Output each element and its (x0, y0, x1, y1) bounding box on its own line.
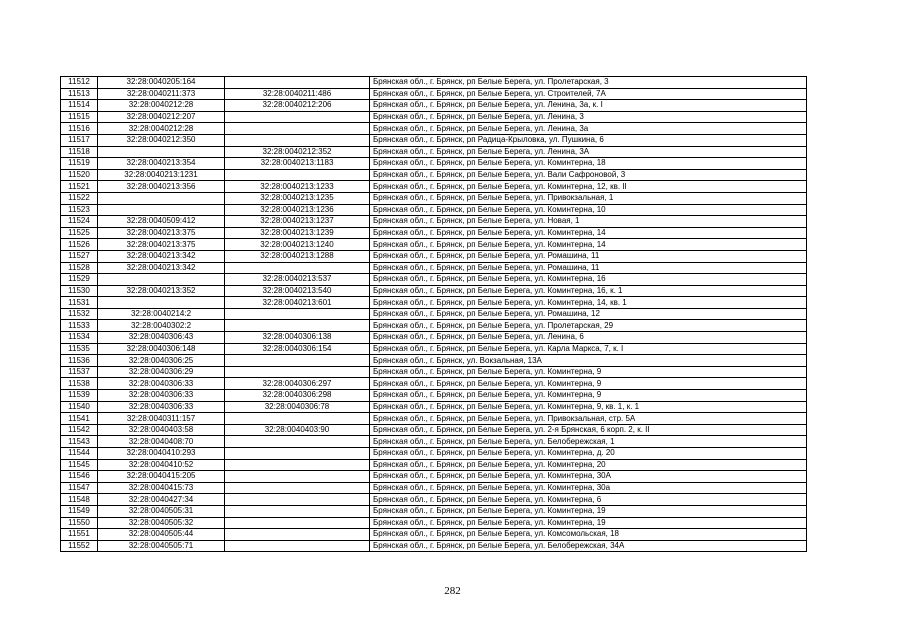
cadastral-number-cell: 32:28:0040211:373 (98, 88, 225, 100)
row-number-cell: 11513 (61, 88, 98, 100)
table-row (61, 332, 807, 344)
table-row (61, 343, 807, 355)
cadastral-number-cell: 32:28:0040415:73 (98, 482, 225, 494)
table-row (61, 297, 807, 309)
address-cell: Брянская обл., г. Брянск, рп Белые Берега, ул. Вали Сафроновой, 3 (370, 169, 807, 181)
address-cell: Брянская обл., г. Брянск, рп Белые Берега, ул. Карла Маркса, 7, к. I (370, 343, 807, 355)
table-row (61, 320, 807, 332)
related-cadastral-number-cell (225, 366, 370, 378)
row-number-cell: 11544 (61, 448, 98, 460)
table-row (61, 448, 807, 460)
address-cell: Брянская обл., г. Брянск, рп Белые Берега, ул. Коминтерна, 10 (370, 204, 807, 216)
address-cell: Брянская обл., г. Брянск, рп Белые Берега, ул. Коминтерна, 19 (370, 517, 807, 529)
related-cadastral-number-cell: 32:28:0040213:601 (225, 297, 370, 309)
address-cell: Брянская обл., г. Брянск, ул. Вокзальная, 13А (370, 355, 807, 367)
table-row (61, 111, 807, 123)
cadastral-number-cell: 32:28:0040505:31 (98, 505, 225, 517)
row-number-cell: 11536 (61, 355, 98, 367)
row-number-cell: 11516 (61, 123, 98, 135)
related-cadastral-number-cell (225, 529, 370, 541)
cadastral-number-cell (98, 192, 225, 204)
related-cadastral-number-cell (225, 134, 370, 146)
row-number-cell: 11523 (61, 204, 98, 216)
address-cell: Брянская обл., г. Брянск, рп Белые Берега, ул. Коминтерна, 30а (370, 482, 807, 494)
cadastral-number-cell: 32:28:0040213:342 (98, 262, 225, 274)
cadastral-number-cell: 32:28:0040415:205 (98, 471, 225, 483)
cadastral-number-cell: 32:28:0040306:29 (98, 366, 225, 378)
table-row (61, 169, 807, 181)
table-row (61, 158, 807, 170)
table-row (61, 413, 807, 425)
address-cell: Брянская обл., г. Брянск, рп Белые Берега, ул. Ленина, 3А (370, 146, 807, 158)
row-number-cell: 11526 (61, 239, 98, 251)
row-number-cell: 11533 (61, 320, 98, 332)
table-row (61, 436, 807, 448)
related-cadastral-number-cell: 32:28:0040403:90 (225, 424, 370, 436)
related-cadastral-number-cell (225, 413, 370, 425)
related-cadastral-number-cell: 32:28:0040213:1183 (225, 158, 370, 170)
row-number-cell: 11528 (61, 262, 98, 274)
address-cell: Брянская обл., г. Брянск, рп Белые Берега, ул. Белобережская, 1 (370, 436, 807, 448)
cadastral-number-cell: 32:28:0040509:412 (98, 216, 225, 228)
table-row (61, 529, 807, 541)
related-cadastral-number-cell: 32:28:0040306:154 (225, 343, 370, 355)
address-cell: Брянская обл., г. Брянск, рп Белые Берега, ул. Коминтерна, 20 (370, 459, 807, 471)
address-cell: Брянская обл., г. Брянск, рп Белые Берега, ул. Привокзальная, стр. 5А (370, 413, 807, 425)
table-row (61, 401, 807, 413)
table-row (61, 146, 807, 158)
table-row (61, 494, 807, 506)
page-number: 282 (444, 585, 461, 597)
cadastral-number-cell: 32:28:0040306:43 (98, 332, 225, 344)
table-row (61, 471, 807, 483)
row-number-cell: 11542 (61, 424, 98, 436)
cadastral-number-cell (98, 204, 225, 216)
related-cadastral-number-cell (225, 482, 370, 494)
address-cell: Брянская обл., г. Брянск, рп Белые Берега, ул. Коминтерна, 30А (370, 471, 807, 483)
table-row (61, 262, 807, 274)
cadastral-number-cell: 32:28:0040306:33 (98, 378, 225, 390)
cadastral-number-cell: 32:28:0040213:375 (98, 239, 225, 251)
table-row (61, 123, 807, 135)
related-cadastral-number-cell (225, 540, 370, 552)
cadastral-number-cell: 32:28:0040306:33 (98, 390, 225, 402)
row-number-cell: 11525 (61, 227, 98, 239)
related-cadastral-number-cell (225, 436, 370, 448)
address-cell: Брянская обл., г. Брянск, рп Белые Берега, ул. Пролетарская, 29 (370, 320, 807, 332)
cadastral-number-cell: 32:28:0040212:207 (98, 111, 225, 123)
related-cadastral-number-cell (225, 471, 370, 483)
address-cell: Брянская обл., г. Брянск, рп Белые Берега, ул. Строителей, 7А (370, 88, 807, 100)
table-body (61, 77, 807, 552)
address-cell: Брянская обл., г. Брянск, рп Белые Берега, ул. Белобережская, 34А (370, 540, 807, 552)
related-cadastral-number-cell (225, 77, 370, 89)
related-cadastral-number-cell: 32:28:0040306:298 (225, 390, 370, 402)
table-row (61, 517, 807, 529)
cadastral-number-cell: 32:28:0040306:33 (98, 401, 225, 413)
table-row (61, 181, 807, 193)
cadastral-number-cell: 32:28:0040505:44 (98, 529, 225, 541)
address-cell: Брянская обл., г. Брянск, рп Белые Берега, ул. Новая, 1 (370, 216, 807, 228)
table-row (61, 390, 807, 402)
table-row (61, 459, 807, 471)
table-row (61, 355, 807, 367)
related-cadastral-number-cell: 32:28:0040306:78 (225, 401, 370, 413)
row-number-cell: 11518 (61, 146, 98, 158)
related-cadastral-number-cell: 32:28:0040306:297 (225, 378, 370, 390)
row-number-cell: 11519 (61, 158, 98, 170)
related-cadastral-number-cell: 32:28:0040213:1240 (225, 239, 370, 251)
row-number-cell: 11540 (61, 401, 98, 413)
address-cell: Брянская обл., г. Брянск, рп Белые Берега, ул. 2-я Брянская, 6 корп. 2, к. II (370, 424, 807, 436)
address-cell: Брянская обл., г. Брянск, рп Белые Берега, ул. Коминтерна, 14, кв. 1 (370, 297, 807, 309)
table-row (61, 227, 807, 239)
row-number-cell: 11520 (61, 169, 98, 181)
address-cell: Брянская обл., г. Брянск, рп Белые Берега, ул. Ромашина, 11 (370, 250, 807, 262)
address-cell: Брянская обл., г. Брянск, рп Белые Берега, ул. Коминтерна, 12, кв. II (370, 181, 807, 193)
address-cell: Брянская обл., г. Брянск, рп Белые Берега, ул. Коминтерна, 18 (370, 158, 807, 170)
cadastral-number-cell: 32:28:0040302:2 (98, 320, 225, 332)
cadastral-number-cell: 32:28:0040408:70 (98, 436, 225, 448)
related-cadastral-number-cell: 32:28:0040211:486 (225, 88, 370, 100)
address-cell: Брянская обл., г. Брянск, рп Белые Берега, ул. Коминтерна, 9, кв. 1, к. 1 (370, 401, 807, 413)
table-row (61, 100, 807, 112)
cadastral-number-cell: 32:28:0040213:352 (98, 285, 225, 297)
address-cell: Брянская обл., г. Брянск, рп Белые Берега, ул. Коминтерна, 14 (370, 239, 807, 251)
cadastral-number-cell: 32:28:0040311:157 (98, 413, 225, 425)
row-number-cell: 11535 (61, 343, 98, 355)
table-row (61, 366, 807, 378)
table-row (61, 540, 807, 552)
related-cadastral-number-cell: 32:28:0040213:1233 (225, 181, 370, 193)
related-cadastral-number-cell: 32:28:0040213:537 (225, 274, 370, 286)
cadastral-number-cell: 32:28:0040427:34 (98, 494, 225, 506)
row-number-cell: 11541 (61, 413, 98, 425)
row-number-cell: 11546 (61, 471, 98, 483)
address-cell: Брянская обл., г. Брянск, рп Белые Берега, ул. Ленина, 6 (370, 332, 807, 344)
related-cadastral-number-cell (225, 448, 370, 460)
address-cell: Брянская обл., г. Брянск, рп Белые Берега, ул. Коминтерна, 19 (370, 505, 807, 517)
cadastral-number-cell: 32:28:0040403:58 (98, 424, 225, 436)
cadastral-number-cell: 32:28:0040306:148 (98, 343, 225, 355)
related-cadastral-number-cell (225, 494, 370, 506)
address-cell: Брянская обл., г. Брянск, рп Белые Берега, ул. Коминтерна, д. 20 (370, 448, 807, 460)
cadastral-number-cell: 32:28:0040212:350 (98, 134, 225, 146)
cadastral-number-cell: 32:28:0040212:28 (98, 100, 225, 112)
related-cadastral-number-cell: 32:28:0040213:540 (225, 285, 370, 297)
address-cell: Брянская обл., г. Брянск, рп Радица-Крыловка, ул. Пушкина, 6 (370, 134, 807, 146)
row-number-cell: 11547 (61, 482, 98, 494)
row-number-cell: 11515 (61, 111, 98, 123)
address-cell: Брянская обл., г. Брянск, рп Белые Берега, ул. Коминтерна, 16, к. 1 (370, 285, 807, 297)
address-cell: Брянская обл., г. Брянск, рп Белые Берега, ул. Ленина, 3 (370, 111, 807, 123)
cadastral-number-cell: 32:28:0040213:354 (98, 158, 225, 170)
table-row (61, 250, 807, 262)
cadastral-number-cell: 32:28:0040205:164 (98, 77, 225, 89)
row-number-cell: 11527 (61, 250, 98, 262)
cadastral-number-cell: 32:28:0040505:32 (98, 517, 225, 529)
row-number-cell: 11521 (61, 181, 98, 193)
address-cell: Брянская обл., г. Брянск, рп Белые Берега, ул. Коминтерна, 16 (370, 274, 807, 286)
table-row (61, 505, 807, 517)
related-cadastral-number-cell: 32:28:0040213:1236 (225, 204, 370, 216)
cadastral-number-cell: 32:28:0040213:375 (98, 227, 225, 239)
cadastral-number-cell: 32:28:0040410:52 (98, 459, 225, 471)
table-row (61, 204, 807, 216)
row-number-cell: 11512 (61, 77, 98, 89)
related-cadastral-number-cell (225, 320, 370, 332)
address-cell: Брянская обл., г. Брянск, рп Белые Берега, ул. Коминтерна, 9 (370, 366, 807, 378)
related-cadastral-number-cell (225, 308, 370, 320)
table-row (61, 378, 807, 390)
row-number-cell: 11537 (61, 366, 98, 378)
cadastral-number-cell: 32:28:0040213:342 (98, 250, 225, 262)
row-number-cell: 11517 (61, 134, 98, 146)
row-number-cell: 11552 (61, 540, 98, 552)
cadastral-number-cell: 32:28:0040214:2 (98, 308, 225, 320)
related-cadastral-number-cell: 32:28:0040212:206 (225, 100, 370, 112)
address-cell: Брянская обл., г. Брянск, рп Белые Берега, ул. Ромашина, 12 (370, 308, 807, 320)
table-row (61, 77, 807, 89)
table-row (61, 424, 807, 436)
related-cadastral-number-cell (225, 111, 370, 123)
related-cadastral-number-cell: 32:28:0040213:1237 (225, 216, 370, 228)
address-cell: Брянская обл., г. Брянск, рп Белые Берега, ул. Комсомольская, 18 (370, 529, 807, 541)
table-row (61, 308, 807, 320)
cadastral-number-cell: 32:28:0040505:71 (98, 540, 225, 552)
row-number-cell: 11522 (61, 192, 98, 204)
row-number-cell: 11551 (61, 529, 98, 541)
row-number-cell: 11514 (61, 100, 98, 112)
related-cadastral-number-cell: 32:28:0040306:138 (225, 332, 370, 344)
address-cell: Брянская обл., г. Брянск, рп Белые Берега, ул. Ромашина, 11 (370, 262, 807, 274)
cadastral-number-cell: 32:28:0040410:293 (98, 448, 225, 460)
address-cell: Брянская обл., г. Брянск, рп Белые Берега, ул. Коминтерна, 9 (370, 378, 807, 390)
cadastral-number-cell: 32:28:0040306:25 (98, 355, 225, 367)
related-cadastral-number-cell (225, 517, 370, 529)
related-cadastral-number-cell: 32:28:0040213:1235 (225, 192, 370, 204)
row-number-cell: 11538 (61, 378, 98, 390)
row-number-cell: 11543 (61, 436, 98, 448)
table-row (61, 88, 807, 100)
table-row (61, 482, 807, 494)
cadastral-number-cell: 32:28:0040213:356 (98, 181, 225, 193)
related-cadastral-number-cell (225, 262, 370, 274)
address-cell: Брянская обл., г. Брянск, рп Белые Берега, ул. Привокзальная, 1 (370, 192, 807, 204)
row-number-cell: 11548 (61, 494, 98, 506)
cadastral-number-cell (98, 146, 225, 158)
cadastral-number-cell: 32:28:0040213:1231 (98, 169, 225, 181)
address-cell: Брянская обл., г. Брянск, рп Белые Берега, ул. Коминтерна, 14 (370, 227, 807, 239)
row-number-cell: 11531 (61, 297, 98, 309)
cadastral-number-cell (98, 297, 225, 309)
table-row (61, 192, 807, 204)
row-number-cell: 11545 (61, 459, 98, 471)
table-row (61, 239, 807, 251)
document-sheet (60, 76, 807, 552)
cadastral-number-cell: 32:28:0040212:28 (98, 123, 225, 135)
table-row (61, 285, 807, 297)
cadastral-number-cell (98, 274, 225, 286)
row-number-cell: 11530 (61, 285, 98, 297)
row-number-cell: 11532 (61, 308, 98, 320)
table-row (61, 134, 807, 146)
related-cadastral-number-cell: 32:28:0040212:352 (225, 146, 370, 158)
address-cell: Брянская обл., г. Брянск, рп Белые Берега, ул. Коминтерна, 6 (370, 494, 807, 506)
address-cell: Брянская обл., г. Брянск, рп Белые Берега, ул. Ленина, 3а, к. I (370, 100, 807, 112)
row-number-cell: 11534 (61, 332, 98, 344)
related-cadastral-number-cell (225, 355, 370, 367)
table-row (61, 216, 807, 228)
table-row (61, 274, 807, 286)
related-cadastral-number-cell (225, 459, 370, 471)
cadastral-table (60, 76, 807, 552)
row-number-cell: 11550 (61, 517, 98, 529)
row-number-cell: 11524 (61, 216, 98, 228)
related-cadastral-number-cell (225, 169, 370, 181)
row-number-cell: 11539 (61, 390, 98, 402)
row-number-cell: 11549 (61, 505, 98, 517)
address-cell: Брянская обл., г. Брянск, рп Белые Берега, ул. Коминтерна, 9 (370, 390, 807, 402)
related-cadastral-number-cell: 32:28:0040213:1288 (225, 250, 370, 262)
related-cadastral-number-cell (225, 123, 370, 135)
address-cell: Брянская обл., г. Брянск, рп Белые Берега, ул. Пролетарская, 3 (370, 77, 807, 89)
row-number-cell: 11529 (61, 274, 98, 286)
related-cadastral-number-cell (225, 505, 370, 517)
address-cell: Брянская обл., г. Брянск, рп Белые Берега, ул. Ленина, 3а (370, 123, 807, 135)
related-cadastral-number-cell: 32:28:0040213:1239 (225, 227, 370, 239)
